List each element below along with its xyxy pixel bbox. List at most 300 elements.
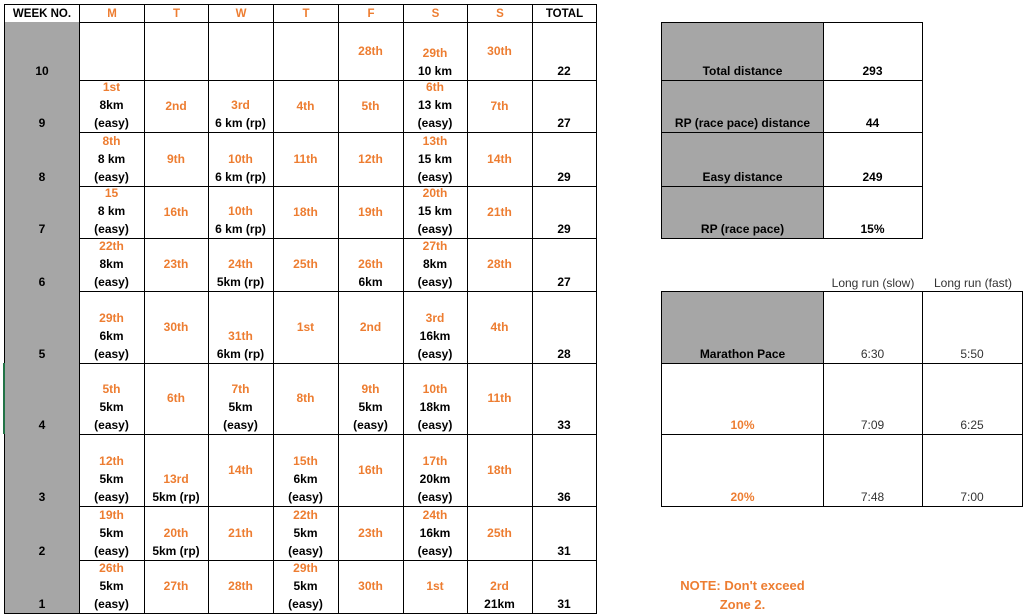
day-cell[interactable] xyxy=(403,434,468,507)
total-cell[interactable] xyxy=(532,434,597,507)
day-cell[interactable] xyxy=(338,80,404,133)
day-date: 6th xyxy=(167,391,185,405)
day-cell[interactable] xyxy=(338,291,404,364)
day-date: 11th xyxy=(487,391,512,405)
day-cell-content xyxy=(467,524,532,542)
day-cell-content xyxy=(338,318,403,336)
day-date: 29th xyxy=(422,46,448,60)
day-cell[interactable] xyxy=(79,22,145,81)
day-cell-content xyxy=(144,577,208,595)
day-date: 3rd xyxy=(425,311,445,325)
day-date: 19th xyxy=(99,508,124,522)
day-date: 27th xyxy=(422,239,448,253)
day-cell[interactable] xyxy=(79,363,145,435)
day-cell[interactable] xyxy=(208,186,274,239)
week-number: 8 xyxy=(38,170,46,184)
day-date: 9th xyxy=(361,382,380,396)
week-number: 9 xyxy=(38,116,46,130)
summary-value: 293 xyxy=(862,64,883,78)
day-workout: 5km xyxy=(228,400,253,414)
day-workout: 10 km xyxy=(417,64,453,78)
day-cell[interactable] xyxy=(208,238,274,292)
day-date: 27th xyxy=(163,579,189,593)
day-workout: (easy) xyxy=(417,418,453,432)
day-cell-content xyxy=(467,255,532,273)
day-workout: 6km xyxy=(358,275,383,289)
summary-label: RP (race pace) distance xyxy=(674,116,811,130)
day-cell-content xyxy=(467,389,532,407)
week-number-cell[interactable] xyxy=(4,238,80,292)
day-date: 3rd xyxy=(231,98,250,112)
week-number-cell[interactable] xyxy=(4,132,80,187)
day-cell[interactable] xyxy=(144,186,209,239)
day-workout: 8km xyxy=(422,257,448,271)
day-workout: 6 km (rp) xyxy=(215,222,266,236)
day-cell-content xyxy=(403,452,467,506)
day-workout: 6km xyxy=(293,472,318,486)
day-workout: (easy) xyxy=(417,347,453,361)
week-no-header[interactable] xyxy=(4,4,80,23)
day-date: 24th xyxy=(422,508,448,522)
day-cell-content xyxy=(467,461,532,479)
week-total: 27 xyxy=(557,116,571,130)
day-workout: 21km xyxy=(484,597,515,611)
day-cell-content xyxy=(144,203,208,221)
day-cell[interactable] xyxy=(273,291,339,364)
day-workout: (easy) xyxy=(288,544,323,558)
pace-label-cell[interactable] xyxy=(661,363,824,435)
day-date: 10th xyxy=(228,204,253,218)
day-workout: 6 km (rp) xyxy=(215,170,266,184)
summary-value: 44 xyxy=(865,116,880,130)
day-workout: 6km (rp) xyxy=(216,347,265,361)
day-cell-content xyxy=(79,309,144,363)
day-cell[interactable] xyxy=(79,80,145,133)
day-cell[interactable] xyxy=(403,186,468,239)
day-cell-content xyxy=(467,42,532,60)
week-number: 2 xyxy=(38,544,46,558)
day-workout: (easy) xyxy=(417,490,453,504)
summary-label: Total distance xyxy=(702,64,783,78)
week-number-cell[interactable] xyxy=(4,506,80,561)
week-total: 33 xyxy=(557,418,571,432)
pace-slow-cell[interactable] xyxy=(823,363,923,435)
week-number-cell[interactable] xyxy=(4,22,80,81)
day-cell[interactable] xyxy=(144,506,209,561)
day-date: 23th xyxy=(163,257,189,271)
day-cell[interactable] xyxy=(467,238,533,292)
day-cell-content xyxy=(273,150,338,168)
header-label: S xyxy=(496,8,504,20)
total-cell[interactable] xyxy=(532,80,597,133)
day-cell[interactable] xyxy=(208,363,274,435)
total-cell[interactable] xyxy=(532,363,597,435)
header-label: W xyxy=(235,8,247,20)
day-cell[interactable] xyxy=(273,506,339,561)
day-date: 7th xyxy=(231,382,250,396)
day-cell[interactable] xyxy=(338,506,404,561)
pace-fast-cell[interactable] xyxy=(922,291,1023,364)
week-number: 4 xyxy=(38,418,46,432)
pace-label-cell[interactable] xyxy=(661,291,824,364)
day-date: 21th xyxy=(487,205,512,219)
day-cell[interactable] xyxy=(273,238,339,292)
day-workout: (easy) xyxy=(94,490,129,504)
day-cell[interactable] xyxy=(79,506,145,561)
header-label: TOTAL xyxy=(545,8,584,20)
day-cell[interactable] xyxy=(338,186,404,239)
day-cell[interactable] xyxy=(79,291,145,364)
day-date: 2rd xyxy=(490,579,509,593)
day-cell-content xyxy=(467,203,532,221)
summary-value-cell[interactable] xyxy=(823,80,923,133)
week-total: 31 xyxy=(557,544,571,558)
total-cell[interactable] xyxy=(532,132,597,187)
day-workout: (easy) xyxy=(288,597,323,611)
day-cell[interactable] xyxy=(144,363,209,435)
day-workout: 6 km (rp) xyxy=(215,116,266,130)
week-number-cell[interactable] xyxy=(4,560,80,614)
week-number: 7 xyxy=(38,222,46,236)
day-date: 21th xyxy=(228,526,253,540)
day-cell[interactable] xyxy=(338,132,404,187)
header-label: F xyxy=(367,8,375,20)
day-workout: (easy) xyxy=(94,116,129,130)
week-number: 6 xyxy=(38,275,46,289)
day-cell[interactable] xyxy=(467,80,533,133)
day-cell[interactable] xyxy=(273,186,339,239)
week-number-cell[interactable] xyxy=(4,80,80,133)
day-cell[interactable] xyxy=(467,22,533,81)
day-cell-content xyxy=(273,389,338,407)
pace-label: 20% xyxy=(730,490,755,504)
day-date: 11th xyxy=(293,152,318,166)
day-cell[interactable] xyxy=(208,132,274,187)
day-cell-content xyxy=(79,380,144,434)
day-workout: 5km (rp) xyxy=(152,490,200,504)
day-workout: 5km xyxy=(293,526,318,540)
week-number-cell[interactable] xyxy=(4,434,80,507)
day-cell-content xyxy=(273,318,338,336)
day-cell[interactable] xyxy=(467,291,533,364)
day-cell[interactable] xyxy=(338,238,404,292)
day-cell[interactable] xyxy=(208,434,274,507)
day-workout: 5km xyxy=(99,472,124,486)
total-cell[interactable] xyxy=(532,560,597,614)
total-cell[interactable] xyxy=(532,22,597,81)
day-date: 24th xyxy=(228,257,253,271)
day-cell-content xyxy=(338,203,403,221)
day-date: 22th xyxy=(99,239,124,253)
day-date: 25th xyxy=(487,526,512,540)
day-cell-content xyxy=(338,42,403,60)
note-text xyxy=(661,576,824,614)
week-number: 1 xyxy=(38,597,46,611)
day-cell-content xyxy=(403,506,467,560)
day-cell[interactable] xyxy=(144,80,209,133)
day-workout: (easy) xyxy=(417,170,453,184)
day-workout: 15 km xyxy=(417,152,453,166)
day-cell[interactable] xyxy=(467,506,533,561)
day-workout: (easy) xyxy=(417,275,453,289)
day-cell[interactable] xyxy=(403,238,468,292)
week-total: 36 xyxy=(557,490,571,504)
day-cell-content xyxy=(79,452,144,506)
day-date: 14th xyxy=(228,463,253,477)
day-workout: (easy) xyxy=(288,490,323,504)
day-date: 2nd xyxy=(165,99,187,113)
day-cell[interactable] xyxy=(467,434,533,507)
day-cell-content xyxy=(144,470,208,506)
day-date: 15th xyxy=(293,454,318,468)
day-workout: 8 km xyxy=(97,152,126,166)
day-cell-content xyxy=(338,577,403,595)
day-workout: 16km xyxy=(419,526,451,540)
day-workout: (easy) xyxy=(94,597,129,611)
pace-label-cell[interactable] xyxy=(661,434,824,507)
day-cell[interactable] xyxy=(144,238,209,292)
day-cell[interactable] xyxy=(273,560,339,614)
day-cell[interactable] xyxy=(208,80,274,133)
total-cell[interactable] xyxy=(532,291,597,364)
day-cell-content xyxy=(208,577,273,595)
day-header[interactable] xyxy=(273,4,339,23)
header-label: T xyxy=(302,8,310,20)
pace-label: 10% xyxy=(730,418,755,432)
day-cell[interactable] xyxy=(403,560,468,614)
week-number-cell[interactable] xyxy=(4,291,80,364)
week-total: 29 xyxy=(557,170,571,184)
day-workout: 5km xyxy=(99,526,124,540)
pace-slow-cell[interactable] xyxy=(823,291,923,364)
pace-slow: 6:30 xyxy=(860,347,885,361)
day-workout: (easy) xyxy=(94,418,129,432)
day-cell-content xyxy=(403,44,467,80)
day-date: 7th xyxy=(490,99,509,113)
day-cell[interactable] xyxy=(403,22,468,81)
total-header[interactable] xyxy=(532,4,597,23)
total-cell[interactable] xyxy=(532,506,597,561)
day-date: 4th xyxy=(490,320,509,334)
day-cell-content xyxy=(403,184,467,238)
day-cell[interactable] xyxy=(208,291,274,364)
day-cell[interactable] xyxy=(79,132,145,187)
day-workout: 5km xyxy=(358,400,383,414)
summary-label-cell[interactable] xyxy=(661,132,824,187)
day-date: 12th xyxy=(99,454,124,468)
day-date: 12th xyxy=(358,152,383,166)
day-date: 18th xyxy=(293,205,318,219)
summary-label-cell[interactable] xyxy=(661,186,824,239)
day-workout: 16km xyxy=(419,329,451,343)
day-cell[interactable] xyxy=(273,363,339,435)
day-cell-content xyxy=(403,380,467,434)
day-header[interactable] xyxy=(338,4,404,23)
day-workout: (easy) xyxy=(94,347,129,361)
day-cell-content xyxy=(79,132,144,186)
day-cell-content xyxy=(273,559,338,613)
day-workout: 18km xyxy=(419,400,451,414)
day-date: 14th xyxy=(487,152,512,166)
day-cell[interactable] xyxy=(79,238,145,292)
day-header[interactable] xyxy=(79,4,145,23)
day-cell-content xyxy=(79,237,144,291)
day-cell-content xyxy=(79,78,144,132)
day-workout: 5km xyxy=(99,400,124,414)
day-cell[interactable] xyxy=(467,132,533,187)
day-date: 4th xyxy=(296,99,315,113)
total-cell[interactable] xyxy=(532,186,597,239)
day-workout: 20km xyxy=(419,472,451,486)
day-date: 31th xyxy=(228,329,253,343)
week-total: 22 xyxy=(557,64,571,78)
day-header[interactable] xyxy=(208,4,274,23)
day-workout: (easy) xyxy=(94,222,129,236)
day-cell[interactable] xyxy=(467,363,533,435)
day-cell-content xyxy=(338,97,403,115)
day-cell-content xyxy=(208,524,273,542)
week-number: 3 xyxy=(38,490,46,504)
day-header[interactable] xyxy=(144,4,209,23)
day-cell[interactable] xyxy=(273,132,339,187)
summary-value: 15% xyxy=(860,222,885,236)
day-cell[interactable] xyxy=(79,186,145,239)
day-date: 2nd xyxy=(359,320,382,334)
week-number-cell[interactable] xyxy=(4,363,80,435)
note-line-2: Zone 2. xyxy=(719,597,766,612)
total-cell[interactable] xyxy=(532,238,597,292)
day-header[interactable] xyxy=(467,4,533,23)
day-workout: (easy) xyxy=(94,170,129,184)
day-cell-content xyxy=(273,97,338,115)
day-cell-content xyxy=(403,237,467,291)
day-cell-content xyxy=(208,327,273,363)
pace-fast-cell[interactable] xyxy=(922,363,1023,435)
day-cell-content xyxy=(338,150,403,168)
day-cell[interactable] xyxy=(208,22,274,81)
day-date: 15 xyxy=(104,186,119,200)
summary-label-cell[interactable] xyxy=(661,22,824,81)
header-label: S xyxy=(431,8,440,20)
summary-value: 249 xyxy=(862,170,883,184)
day-cell[interactable] xyxy=(403,363,468,435)
day-cell-content xyxy=(79,184,144,238)
day-cell[interactable] xyxy=(403,291,468,364)
day-cell[interactable] xyxy=(273,434,339,507)
day-cell[interactable] xyxy=(144,434,209,507)
week-total: 28 xyxy=(557,347,571,361)
day-cell[interactable] xyxy=(403,132,468,187)
day-date: 6th xyxy=(426,80,444,94)
pace-fast-cell[interactable] xyxy=(922,434,1023,507)
day-workout: 5km (rp) xyxy=(216,275,265,289)
day-workout: 8 km xyxy=(97,204,126,218)
day-date: 1st xyxy=(426,579,444,593)
week-number-cell[interactable] xyxy=(4,186,80,239)
day-date: 26th xyxy=(99,561,124,575)
day-cell[interactable] xyxy=(208,506,274,561)
day-cell[interactable] xyxy=(338,434,404,507)
day-cell-content xyxy=(208,461,273,479)
pace-slow-cell[interactable] xyxy=(823,434,923,507)
pace-fast: 5:50 xyxy=(960,347,984,361)
day-cell-content xyxy=(144,97,208,115)
long-run-fast-header: Long run (fast) xyxy=(933,276,1013,290)
summary-value-cell[interactable] xyxy=(823,22,923,81)
day-cell[interactable] xyxy=(338,560,404,614)
day-workout: (easy) xyxy=(94,544,129,558)
week-number: 5 xyxy=(38,347,46,361)
day-cell-content xyxy=(79,559,144,613)
day-date: 19th xyxy=(358,205,383,219)
day-cell-content xyxy=(144,255,208,273)
day-cell[interactable] xyxy=(273,80,339,133)
day-date: 28th xyxy=(358,44,383,58)
day-cell-content xyxy=(403,309,467,363)
day-cell-content xyxy=(144,318,208,336)
day-workout: 6km xyxy=(99,329,124,343)
day-cell[interactable] xyxy=(338,363,404,435)
summary-value-cell[interactable] xyxy=(823,186,923,239)
day-cell-content xyxy=(403,78,467,132)
day-date: 22th xyxy=(293,508,318,522)
day-date: 8th xyxy=(102,134,121,148)
day-workout: 15 km xyxy=(417,204,453,218)
day-cell[interactable] xyxy=(467,186,533,239)
day-cell[interactable] xyxy=(144,560,209,614)
day-workout: 5km (rp) xyxy=(152,544,200,558)
day-cell-content xyxy=(273,203,338,221)
day-workout: (easy) xyxy=(417,544,453,558)
day-date: 10th xyxy=(228,152,253,166)
day-cell[interactable] xyxy=(79,434,145,507)
day-cell[interactable] xyxy=(144,132,209,187)
day-date: 30th xyxy=(163,320,189,334)
day-cell[interactable] xyxy=(144,291,209,364)
day-cell[interactable] xyxy=(403,80,468,133)
day-cell-content xyxy=(208,255,273,291)
day-cell[interactable] xyxy=(144,22,209,81)
week-total: 31 xyxy=(557,597,571,611)
day-cell-content xyxy=(467,97,532,115)
day-workout: (easy) xyxy=(94,275,129,289)
day-date: 30th xyxy=(487,44,512,58)
day-workout: 5km xyxy=(99,579,124,593)
day-cell[interactable] xyxy=(467,560,533,614)
week-number: 10 xyxy=(35,64,49,78)
summary-value-cell[interactable] xyxy=(823,132,923,187)
day-cell-content xyxy=(467,318,532,336)
day-cell-content xyxy=(338,524,403,542)
day-cell-content xyxy=(208,202,273,238)
summary-label-cell[interactable] xyxy=(661,80,824,133)
day-workout: (easy) xyxy=(417,116,453,130)
day-workout: (easy) xyxy=(417,222,453,236)
day-header[interactable] xyxy=(403,4,468,23)
day-cell[interactable] xyxy=(403,506,468,561)
header-label: WEEK NO. xyxy=(12,8,72,20)
day-cell-content xyxy=(403,577,467,595)
day-date: 29th xyxy=(99,311,124,325)
day-cell[interactable] xyxy=(338,22,404,81)
day-cell[interactable] xyxy=(273,22,339,81)
day-cell[interactable] xyxy=(79,560,145,614)
day-date: 23th xyxy=(358,526,383,540)
pace-slow: 7:48 xyxy=(860,490,885,504)
day-date: 28th xyxy=(228,579,253,593)
day-cell[interactable] xyxy=(208,560,274,614)
header-label: M xyxy=(107,8,117,20)
